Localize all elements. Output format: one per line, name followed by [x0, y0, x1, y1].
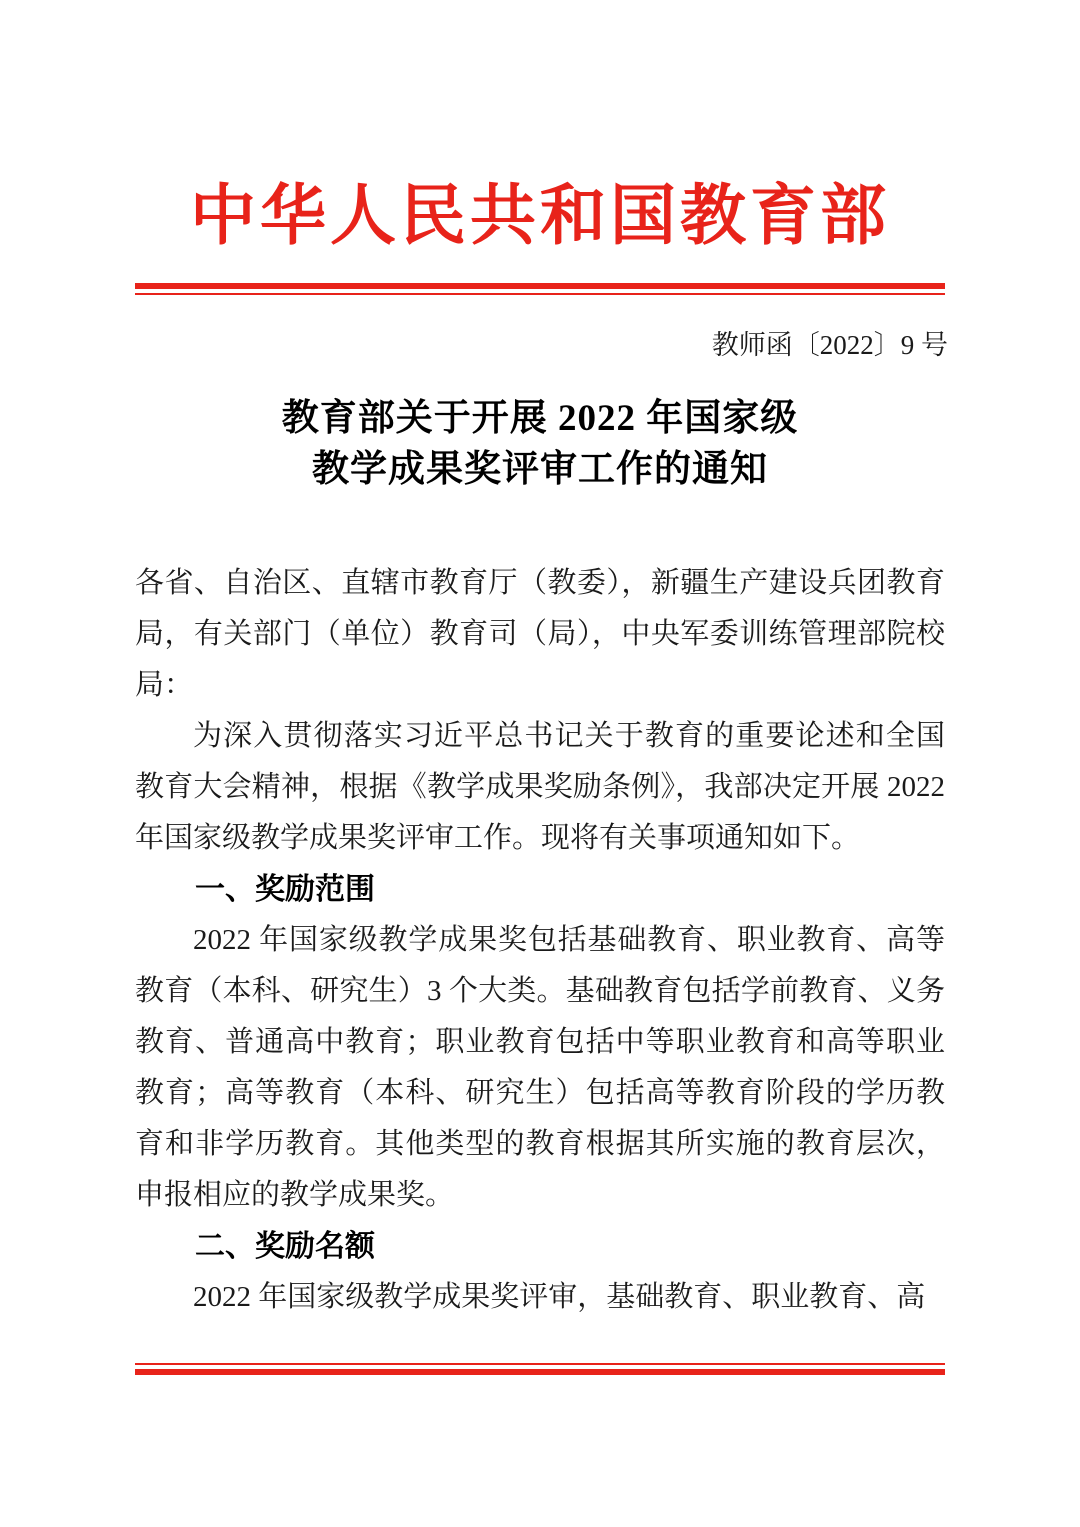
section-2-paragraph: 2022 年国家级教学成果奖评审，基础教育、职业教育、高: [193, 1281, 926, 1313]
footer-separator: [135, 1363, 945, 1375]
intro-paragraph: 为深入贯彻落实习近平总书记关于教育的重要论述和全国教育大会精神，根据《教学成果奖励条例》，我部决定开展 2022 年国家级教学成果奖评审工作。现将有关事项通知如下。: [135, 720, 945, 854]
separator-thick-line: [135, 283, 945, 289]
notice-title-line-2: 教学成果奖评审工作的通知: [312, 449, 768, 490]
agency-letterhead: 中华人民共和国教育部: [190, 180, 890, 253]
separator-thin-line: [135, 1363, 945, 1365]
separator-thin-line: [135, 293, 945, 295]
doc-number: 教师函〔2022〕9 号: [711, 330, 948, 360]
recipients-paragraph: 各省、自治区、直辖市教育厅（教委），新疆生产建设兵团教育局，有关部门（单位）教育司（局），中央军委训练管理部院校局：: [135, 567, 945, 701]
section-1-paragraph: 2022 年国家级教学成果奖包括基础教育、职业教育、高等教育（本科、研究生）3 个大类。基础教育包括学前教育、义务教育、普通高中教育；职业教育包括中等职业教育和高等职业教育；高等教育（本科、研究生）包括高等教育阶段的学历教育和非学历教育。其他类型的教育根据其所实施的教育层次，申报相应的教学成果奖。: [135, 924, 945, 1211]
section-1-heading: 一、奖励范围: [195, 873, 375, 906]
notice-title-line-1: 教育部关于开展 2022 年国家级: [281, 398, 799, 439]
letterhead-separator: [135, 283, 945, 295]
notice-title: [0, 393, 1080, 495]
separator-thick-line: [135, 1369, 945, 1375]
section-2-heading: 二、奖励名额: [195, 1230, 375, 1263]
notice-body: [135, 558, 945, 1323]
